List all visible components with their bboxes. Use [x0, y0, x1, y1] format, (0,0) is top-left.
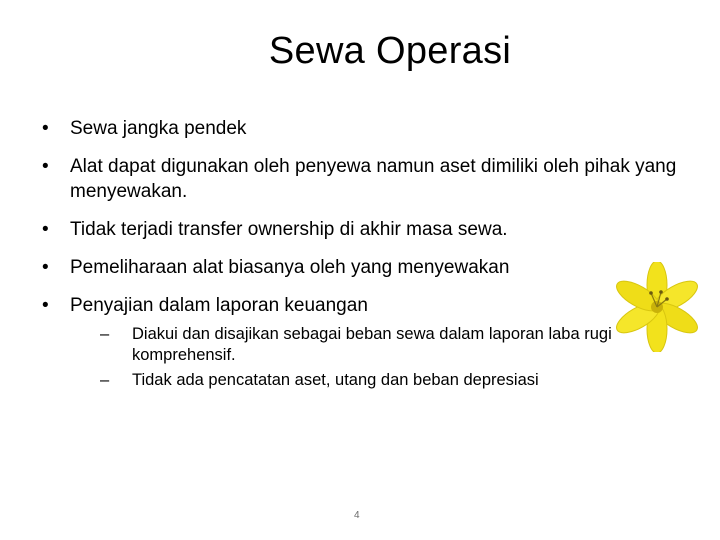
sub-bullet-marker: –: [100, 371, 110, 389]
sub-bullet-text: Diakui dan disajikan sebagai beban sewa dalam laporan laba rugi komprehensif.: [132, 325, 612, 364]
sub-bullet-item: [100, 370, 692, 391]
sub-bullet-text: Tidak ada pencatatan aset, utang dan beban depresiasi: [132, 371, 539, 389]
slide-title: Sewa Operasi: [268, 30, 512, 72]
bullet-text: Sewa jangka pendek: [70, 118, 247, 139]
bullet-marker: •: [42, 295, 49, 316]
bullet-marker: •: [42, 257, 49, 278]
bullet-marker: •: [42, 156, 49, 177]
sub-bullet-item: [100, 324, 692, 366]
bullet-text: Tidak terjadi transfer ownership di akhir masa sewa.: [70, 219, 508, 240]
bullet-text: Penyajian dalam laporan keuangan: [70, 295, 368, 316]
bullet-item: [42, 116, 682, 141]
bullet-marker: •: [42, 219, 49, 240]
bullet-text: Alat dapat digunakan oleh penyewa namun aset dimiliki oleh pihak yang menyewakan.: [70, 156, 677, 202]
bullet-item: [42, 293, 682, 391]
lily-flower-icon: [612, 262, 702, 352]
page-number: 4: [354, 510, 360, 521]
bullet-item: [42, 255, 682, 280]
sub-bullet-marker: –: [100, 325, 110, 343]
bullet-list: [42, 116, 682, 404]
bullet-text: Pemeliharaan alat biasanya oleh yang menyewakan: [70, 257, 510, 278]
bullet-marker: •: [42, 118, 49, 139]
bullet-item: [42, 154, 682, 204]
sub-bullet-list: [70, 324, 682, 391]
bullet-item: [42, 217, 682, 242]
